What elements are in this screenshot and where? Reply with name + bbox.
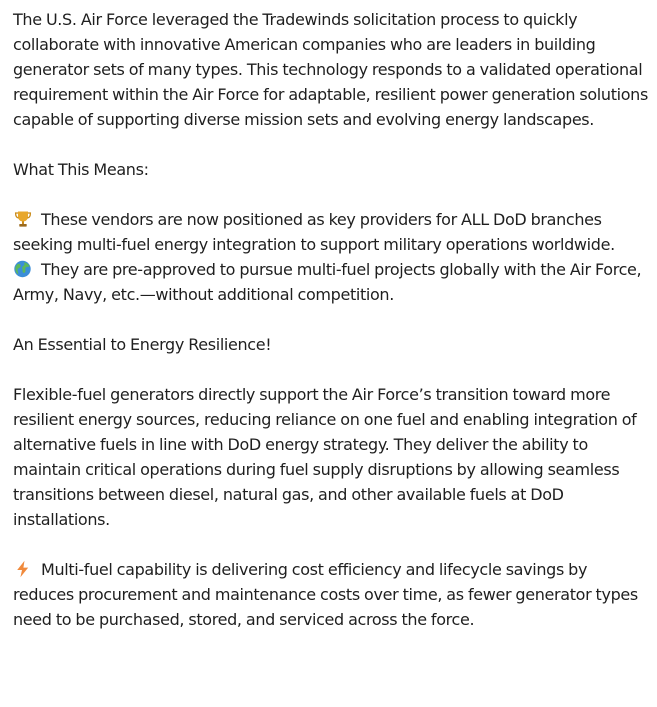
closing-point [13,557,649,632]
spacer [13,532,649,557]
closing-text: Multi-fuel capability is delivering cost efficiency and lifecycle savings by reduces procurement and maintenance costs over time, as fewer generator types need to be purchased, stored, and serviced across the force. [13,560,638,629]
post-body [13,7,649,632]
point-trophy [13,207,649,257]
spacer [13,357,649,382]
point-globe-text: They are pre-approved to pursue multi-fuel projects globally with the Air Force, Army, Navy, etc.—without additional competition. [13,260,642,304]
what-this-means-heading: What This Means: [13,160,149,179]
spacer [13,182,649,207]
spacer [13,307,649,332]
lightning-icon [13,560,35,578]
trophy-icon [13,210,35,228]
spacer [13,132,649,157]
globe-icon [13,260,35,278]
energy-resilience-heading: An Essential to Energy Resilience! [13,335,272,354]
intro-paragraph: The U.S. Air Force leveraged the Tradewinds solicitation process to quickly collaborate with innovative American companies who are leaders in building generator sets of many types. This technology responds to a validated operational requirement within the Air Force for adaptable, resilient power generation solutions capable of supporting diverse mission sets and evolving energy landscapes. [13,10,648,129]
point-globe [13,257,649,307]
point-trophy-text: These vendors are now positioned as key providers for ALL DoD branches seeking multi-fuel energy integration to support military operations worldwide. [13,210,615,254]
flex-fuel-paragraph: Flexible-fuel generators directly support the Air Force’s transition toward more resilient energy sources, reducing reliance on one fuel and enabling integration of alternative fuels in line with DoD energy strategy. They deliver the ability to maintain critical operations during fuel supply disruptions by allowing seamless transitions between diesel, natural gas, and other available fuels at DoD installations. [13,385,637,529]
